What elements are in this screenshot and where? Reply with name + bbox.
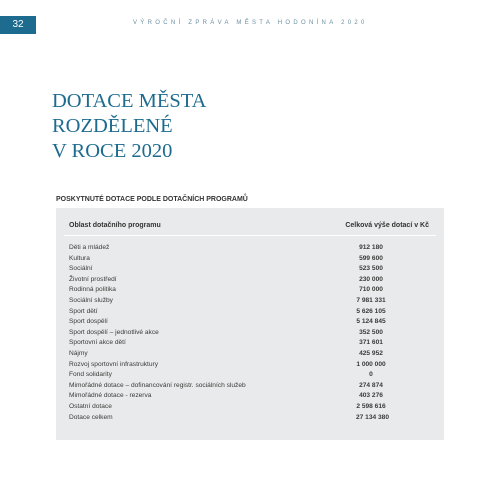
amount-cell: 425 952	[359, 349, 383, 357]
amount-cell: 912 180	[359, 244, 383, 251]
table-row	[69, 392, 429, 403]
amount-cell: 2 598 616	[356, 402, 386, 410]
amount-cell: 403 276	[359, 392, 383, 400]
column-header-program: Oblast dotačního programu	[69, 222, 161, 229]
table-row	[69, 308, 429, 319]
table-row	[69, 382, 429, 393]
header-divider	[64, 235, 436, 236]
program-name-cell: Sport dětí	[69, 307, 98, 315]
table-row	[69, 414, 429, 425]
table-row	[69, 318, 429, 329]
amount-cell: 0	[369, 371, 373, 379]
running-header: VÝROČNÍ ZPRÁVA MĚSTA HODONÍNA 2020	[133, 20, 368, 26]
title-line-1: DOTACE MĚSTA	[52, 90, 207, 112]
amount-cell: 523 500	[359, 265, 383, 273]
subsidy-table	[56, 208, 444, 440]
table-row	[69, 276, 429, 287]
amount-cell: 5 124 845	[356, 318, 386, 326]
program-name-cell: Fond solidarity	[69, 371, 112, 379]
program-name-cell: Nájmy	[69, 349, 88, 357]
column-header-amount: Celková výše dotací v Kč	[345, 222, 429, 229]
program-name-cell: Rozvoj sportovní infrastruktury	[69, 360, 159, 368]
program-name-cell: Kultura	[69, 254, 90, 262]
amount-cell: 7 981 331	[356, 296, 386, 304]
program-name-cell: Ostatní dotace	[69, 402, 112, 410]
amount-cell: 1 000 000	[356, 360, 386, 368]
table-row	[69, 297, 429, 308]
program-name-cell: Mimořádné dotace – dofinancování registr. sociálních služeb	[69, 381, 246, 389]
program-name-cell: Sportovní akce dětí	[69, 339, 126, 347]
amount-cell: 352 500	[359, 328, 383, 336]
amount-cell: 710 000	[359, 286, 383, 294]
table-row	[69, 255, 429, 266]
table-row	[69, 329, 429, 340]
amount-cell: 274 874	[359, 381, 383, 389]
table-row	[69, 403, 429, 414]
amount-cell: 230 000	[359, 275, 383, 283]
program-name-cell: Životní prostředí	[69, 275, 117, 283]
table-row	[69, 244, 429, 255]
title-line-3: V ROCE 2020	[52, 140, 173, 162]
table-row	[69, 350, 429, 361]
program-name-cell: Mimořádné dotace - rezerva	[69, 392, 152, 400]
program-name-cell: Sport dospělí	[69, 318, 108, 326]
section-heading: POSKYTNUTÉ DOTACE PODLE DOTAČNÍCH PROGRAMŮ	[56, 196, 248, 203]
program-name-cell: Dotace celkem	[69, 413, 113, 421]
program-name-cell: Rodinná politika	[69, 286, 116, 294]
amount-cell: 599 600	[359, 254, 383, 262]
page-number: 32	[0, 16, 36, 34]
table-row	[69, 371, 429, 382]
amount-cell: 27 134 380	[356, 413, 390, 421]
program-name-cell: Děti a mládež	[69, 244, 110, 251]
program-name-cell: Sociální	[69, 265, 93, 273]
amount-cell: 371 601	[359, 339, 383, 347]
table-row	[69, 361, 429, 372]
page-title	[52, 89, 206, 164]
table-row	[69, 265, 429, 276]
program-name-cell: Sociální služby	[69, 296, 113, 304]
program-name-cell: Sport dospělí – jednotlivé akce	[69, 328, 159, 336]
table-row	[69, 286, 429, 297]
amount-cell: 5 626 105	[356, 307, 386, 315]
title-line-2: ROZDĚLENÉ	[52, 115, 173, 137]
table-body	[69, 244, 429, 424]
table-row	[69, 339, 429, 350]
